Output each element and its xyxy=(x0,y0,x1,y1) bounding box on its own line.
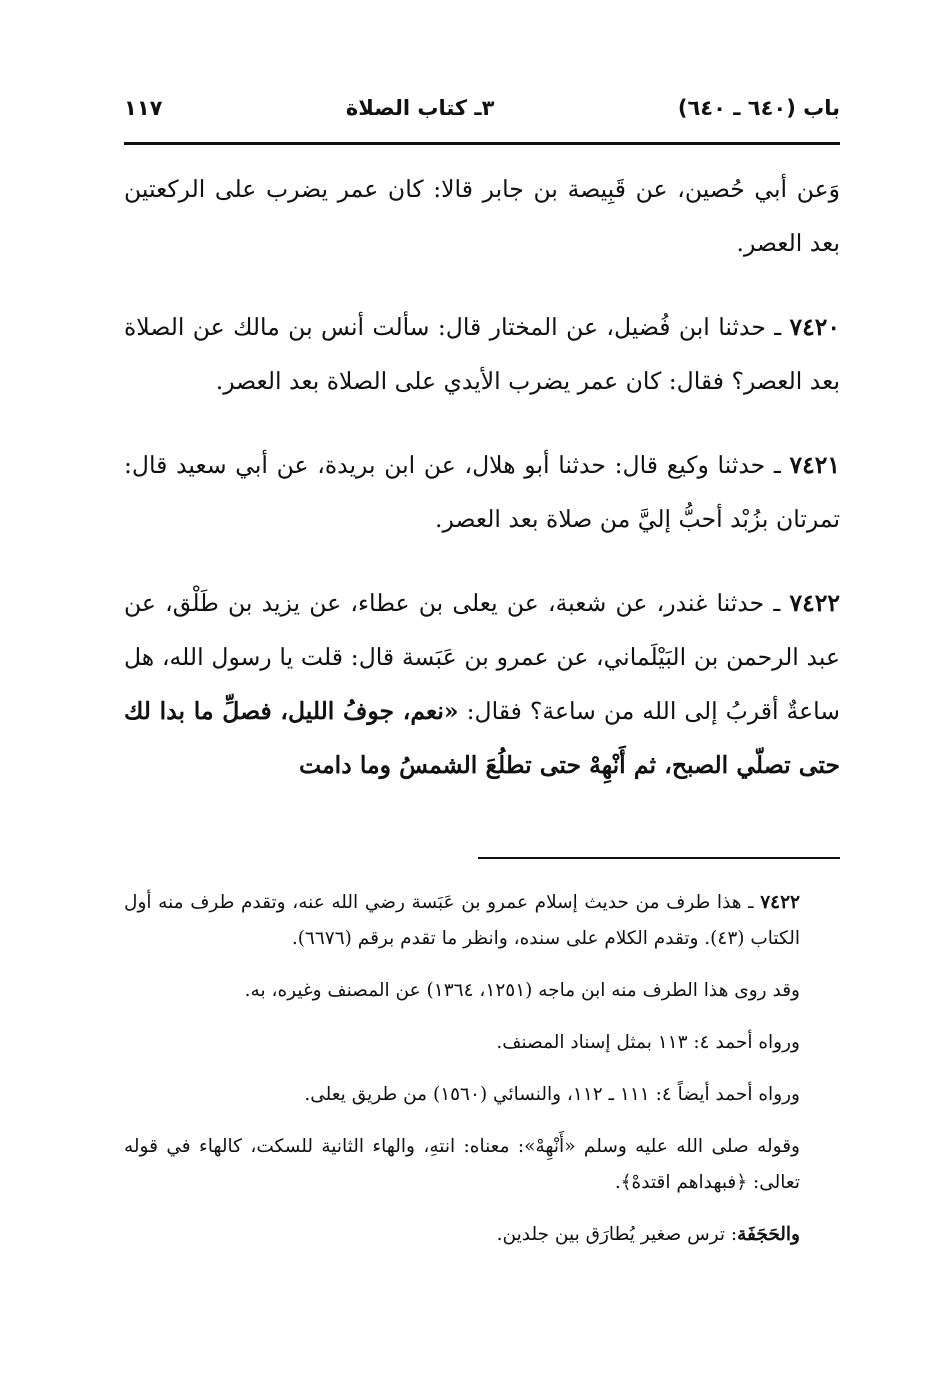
footnote xyxy=(124,885,840,957)
paragraph xyxy=(124,162,840,270)
footnote xyxy=(124,1025,840,1061)
hadith-text: ـ حدثنا وكيع قال: حدثنا أبو هلال، عن ابن بريدة، عن أبي سعيد قال: تمرتان بزُبْد أحبُّ إليَّ من صلاة بعد العصر. xyxy=(124,451,840,533)
footnote xyxy=(124,973,840,1009)
footnote xyxy=(124,1217,840,1253)
header-divider xyxy=(124,142,840,145)
hadith-paragraph xyxy=(124,438,840,546)
prophetic-quote: «نعم، جوفُ الليل، فصلِّ ما بدا لك حتى تصلّي الصبح، ثم أَنْهِهْ حتى تطلُعَ الشمسُ وما دامت xyxy=(124,697,840,779)
footnote xyxy=(124,1077,840,1113)
hadith-text: ـ حدثنا ابن فُضيل، عن المختار قال: سألت أنس بن مالك عن الصلاة بعد العصر؟ فقال: كان عمر يضرب الأيدي على الصلاة بعد العصر. xyxy=(124,313,840,395)
hadith-text: ـ حدثنا غندر، عن شعبة، عن يعلى بن عطاء، عن يزيد بن طَلْق، عن عبد الرحمن بن البَيْلَماني، عن عمرو بن عَبَسة قال: قلت يا رسول الله، هل ساعةٌ أقربُ إلى الله من ساعة؟ فقال: xyxy=(124,589,840,725)
chapter-range: باب (٦٤٠ ـ ٦٤٠) xyxy=(677,96,840,120)
footnote-text: وقد روى هذا الطرف منه ابن ماجه (١٢٥١، ١٣٦٤) عن المصنف وغيره، به. xyxy=(244,980,800,1001)
footnote-text: : ترس صغير يُطارَق بين جلدين. xyxy=(496,1224,738,1245)
paragraph-text: وَعن أبي حُصين، عن قَبِيصة بن جابر قالا: كان عمر يضرب على الركعتين بعد العصر. xyxy=(124,175,840,257)
footnote-number: ٧٤٢٢ xyxy=(760,892,800,913)
hadith-paragraph xyxy=(124,300,840,408)
main-text xyxy=(124,162,840,822)
glossary-term: والحَجَفَة xyxy=(737,1224,800,1245)
hadith-number: ٧٤٢١ xyxy=(789,451,840,479)
hadith-number: ٧٤٢٠ xyxy=(789,313,840,341)
footnote xyxy=(124,1129,840,1201)
footnote-text: ـ هذا طرف من حديث إسلام عمرو بن عَبَسة رضي الله عنه، وتقدم طرف منه أول الكتاب (٤٣). وتقدم الكلام على سنده، وانظر ما تقدم برقم (٦٦٧٦). xyxy=(124,892,800,949)
footnote-text: ورواه أحمد ٤: ١١٣ بمثل إسناد المصنف. xyxy=(496,1032,800,1053)
footnote-text: وقوله صلى الله عليه وسلم «أَنْهِهْ»: معناه: انتهِ، والهاء الثانية للسكت، كالهاء في قوله تعالى: ﴿فبهداهم اقتدهْ﴾. xyxy=(124,1136,800,1193)
book-title: ٣ـ كتاب الصلاة xyxy=(345,96,495,120)
footnote-text: ورواه أحمد أيضاً ٤: ١١١ ـ ١١٢، والنسائي (١٥٦٠) من طريق يعلى. xyxy=(304,1084,800,1105)
footnote-divider xyxy=(478,857,840,859)
hadith-number: ٧٤٢٢ xyxy=(789,589,840,617)
page-header xyxy=(124,84,840,132)
page-number: ١١٧ xyxy=(124,96,163,120)
footnotes xyxy=(124,885,840,1269)
hadith-paragraph xyxy=(124,576,840,792)
